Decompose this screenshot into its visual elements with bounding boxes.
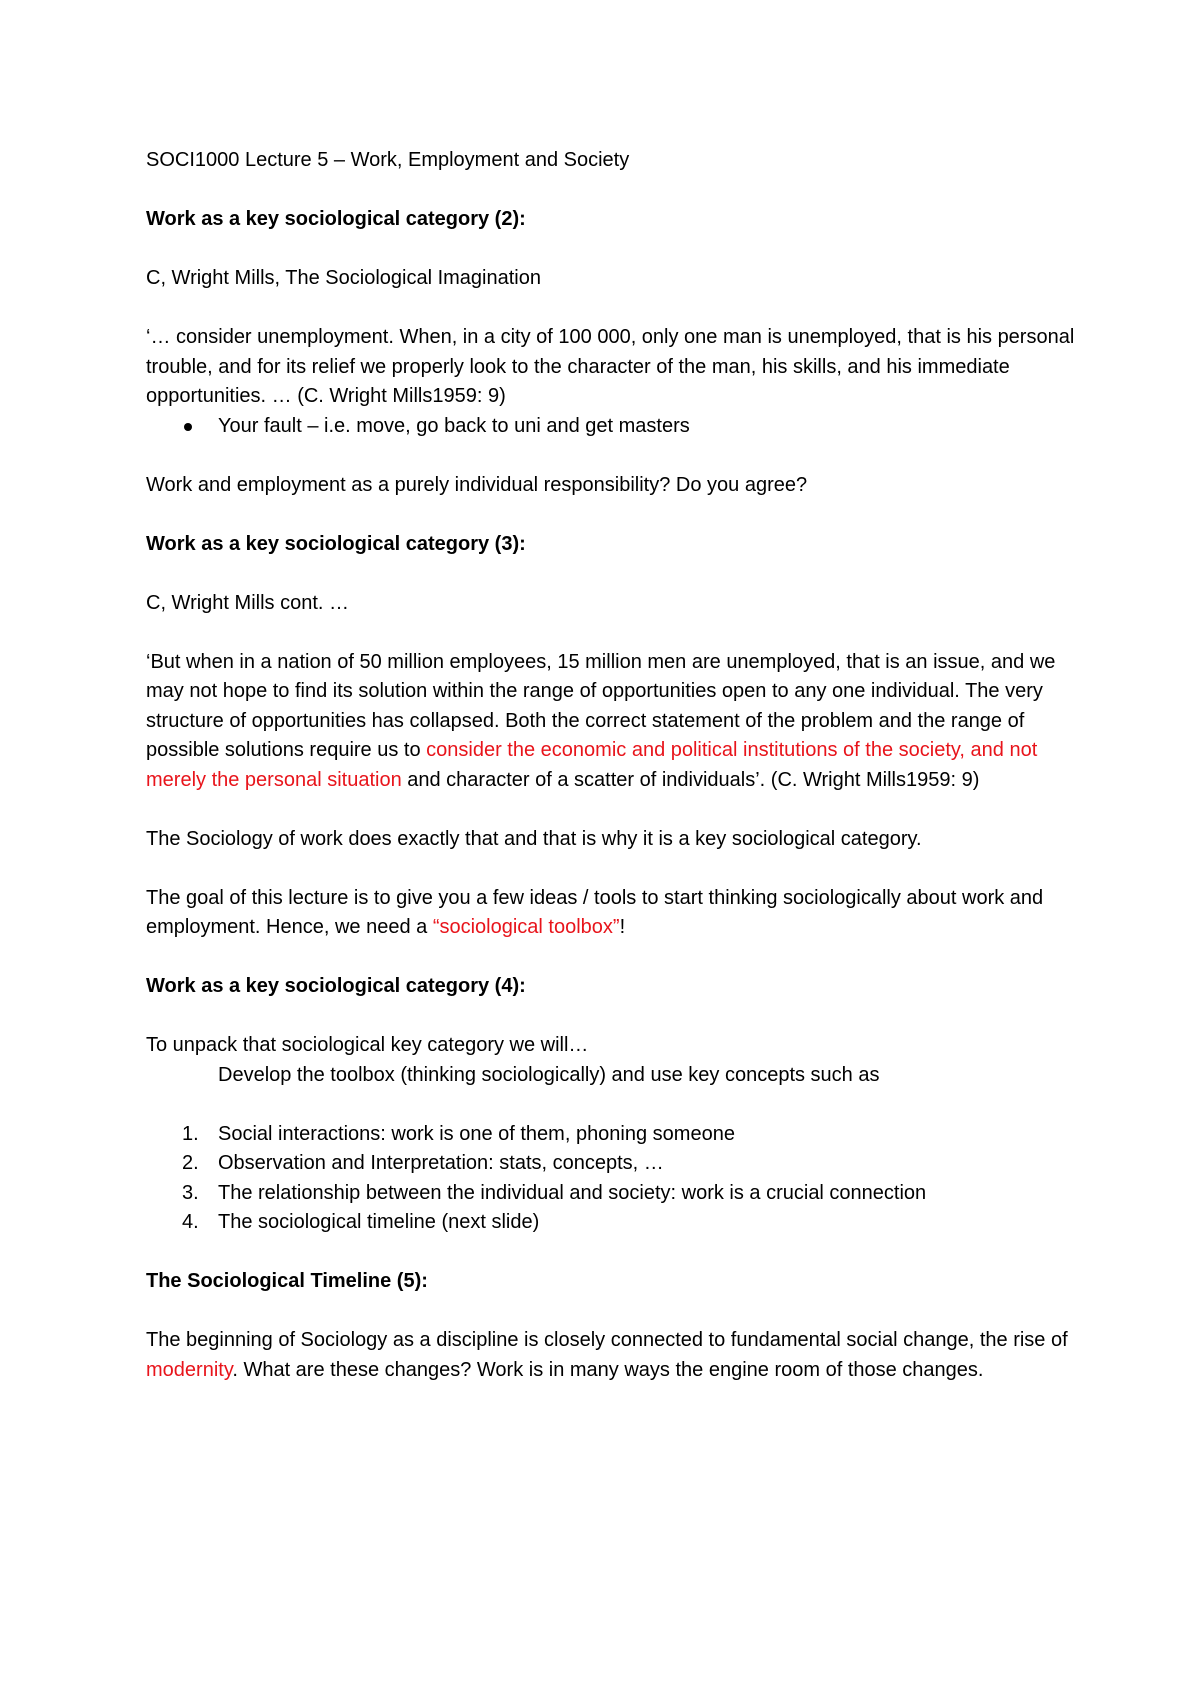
list-text: The sociological timeline (next slide) xyxy=(218,1211,540,1233)
quote-text: ‘But when in a nation of 50 million employees, 15 million men are unemployed, that is an issue, and we may not hope to find its solution within the range of opportunities open to any one individual. The very structure of opportunities has collapsed. Both the correct statement of the problem and the range of possible solutions require us to xyxy=(146,650,1056,761)
quote-highlight: consider the economic and political institutions of the society, and not merely the personal situation xyxy=(146,739,1038,791)
list-number: 2. xyxy=(182,1152,199,1174)
list-number: 4. xyxy=(182,1211,199,1233)
list-item xyxy=(146,1179,1076,1209)
paragraph-text: The beginning of Sociology as a discipline is closely connected to fundamental social change, the rise of xyxy=(146,1329,1068,1351)
section-3-paragraph-1: The Sociology of work does exactly that and that is why it is a key sociological category. xyxy=(146,827,922,850)
section-3-paragraph-2 xyxy=(146,884,1076,943)
list-text: The relationship between the individual and society: work is a crucial connection xyxy=(218,1181,927,1204)
list-item xyxy=(146,412,1076,442)
section-4-numbered-list xyxy=(146,1120,1076,1238)
section-5-heading: The Sociological Timeline (5): xyxy=(146,1270,428,1292)
section-4-indent-line: Develop the toolbox (thinking sociologically) and use key concepts such as xyxy=(218,1063,880,1086)
section-5-paragraph xyxy=(146,1326,1076,1385)
list-text: Social interactions: work is one of them, phoning someone xyxy=(218,1122,735,1145)
section-3-quote xyxy=(146,648,1076,796)
list-text: Observation and Interpretation: stats, concepts, … xyxy=(218,1152,664,1174)
section-4-heading: Work as a key sociological category (4): xyxy=(146,975,526,997)
toolbox-highlight: “sociological toolbox” xyxy=(432,916,620,938)
section-2-bullet-list xyxy=(146,412,1076,442)
quote-text-end: and character of a scatter of individuals’. (C. Wright Mills1959: 9) xyxy=(401,768,980,791)
document-title: SOCI1000 Lecture 5 – Work, Employment and Society xyxy=(146,149,630,171)
section-2-question: Work and employment as a purely individual responsibility? Do you agree? xyxy=(146,473,808,496)
modernity-highlight: modernity xyxy=(146,1358,233,1381)
list-item xyxy=(146,1208,1076,1238)
paragraph-text-end: . What are these changes? Work is in many ways the engine room of those changes. xyxy=(232,1358,984,1381)
section-2-source: C, Wright Mills, The Sociological Imagination xyxy=(146,267,541,289)
bullet-text: Your fault – i.e. move, go back to uni and get masters xyxy=(218,414,690,437)
section-3-heading: Work as a key sociological category (3): xyxy=(146,532,526,555)
paragraph-text-end: ! xyxy=(619,916,626,938)
list-number: 3. xyxy=(182,1181,199,1204)
list-item xyxy=(146,1149,1076,1179)
list-number: 1. xyxy=(182,1122,199,1145)
paragraph-text: The goal of this lecture is to give you a few ideas / tools to start thinking sociologically about work and employment. Hence, we need a xyxy=(146,886,1044,938)
bullet-dot-icon xyxy=(184,423,192,431)
section-4-intro: To unpack that sociological key category we will… xyxy=(146,1034,589,1056)
section-2-quote: ‘… consider unemployment. When, in a city of 100 000, only one man is unemployed, that is his personal trouble, and for its relief we properly look to the character of the man, his skills, and his immediate opportunities. … (C. Wright Mills1959: 9) xyxy=(146,326,1075,407)
list-item xyxy=(146,1120,1076,1150)
section-3-source: C, Wright Mills cont. … xyxy=(146,591,349,614)
document-page xyxy=(146,146,1076,1415)
section-2-heading: Work as a key sociological category (2): xyxy=(146,208,526,230)
